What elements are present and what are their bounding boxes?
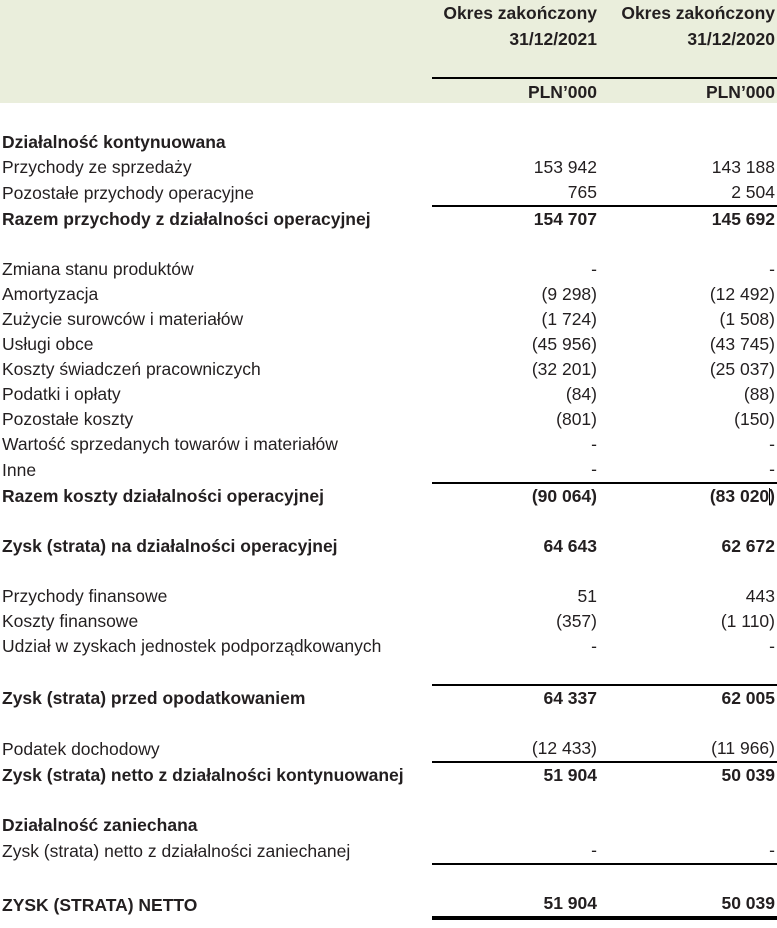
- table-row-share-of-profits: [0, 634, 777, 659]
- row-value-2020-text: (83 020): [709, 486, 775, 506]
- section-heading-continuing: [0, 130, 777, 155]
- spacer-row-after-income: [0, 232, 777, 257]
- spacer-label: [0, 711, 432, 736]
- row-value-2021: 51: [577, 586, 597, 606]
- table-row-taxes-and-fees: [0, 382, 777, 407]
- section-heading-discontinued-label: Działalność zaniechana: [2, 815, 198, 835]
- spacer-v1: [432, 711, 612, 736]
- column-2-title-line1: Okres zakończony: [621, 3, 775, 23]
- row-value-2020: [612, 483, 777, 509]
- row-value-2021: (801): [556, 409, 597, 429]
- row-label: Usługi obce: [2, 334, 94, 354]
- spacer-v1: [432, 659, 612, 685]
- spacer-label: [0, 509, 432, 534]
- row-label: Amortyzacja: [2, 284, 99, 304]
- spacer-v1: [432, 52, 612, 78]
- spacer-v2: [612, 105, 777, 130]
- row-value-2021: 153 942: [533, 157, 597, 177]
- row-value-2021: (45 956): [531, 334, 597, 354]
- table-row-change-in-products: [0, 257, 777, 282]
- column-header-row-line2: [0, 26, 777, 52]
- column-2-unit: PLN’000: [612, 78, 777, 105]
- header-empty-cell: [0, 0, 432, 26]
- column-1-title-line1: Okres zakończony: [443, 3, 597, 23]
- section-heading-discontinued-v1: [432, 813, 612, 838]
- spacer-v2: [612, 232, 777, 257]
- spacer-row-before-net-total: [0, 878, 777, 891]
- column-2-title-line2: 31/12/2020: [687, 29, 775, 49]
- table-row-net-profit-discontinued: [0, 838, 777, 864]
- row-label: Zysk (strata) netto z działalności zaniechanej: [2, 841, 351, 861]
- row-value-2021: 64 337: [432, 685, 612, 711]
- spacer-v2: [612, 659, 777, 685]
- table-row-employee-benefits: [0, 357, 777, 382]
- row-value-2020: 145 692: [612, 206, 777, 232]
- spacer-row-before-discontinued: [0, 788, 777, 813]
- column-1-title-line2: 31/12/2021: [509, 29, 597, 49]
- spacer-v2: [612, 788, 777, 813]
- spacer-label: [0, 232, 432, 257]
- rule-row-before-net-total: [0, 864, 777, 878]
- rule-cell-2021: [432, 864, 612, 878]
- row-value-2021: (90 064): [432, 483, 612, 509]
- row-label: Koszty świadczeń pracowniczych: [2, 359, 261, 379]
- spacer-label: [0, 105, 432, 130]
- spacer-v2: [612, 559, 777, 584]
- rule-cell-2020: [612, 864, 777, 878]
- spacer-label: [0, 878, 432, 891]
- row-value-2020: -: [769, 259, 775, 279]
- spacer-v1: [432, 788, 612, 813]
- spacer-row-after-operating-profit: [0, 559, 777, 584]
- row-value-2020: 50 039: [612, 891, 777, 918]
- section-heading-discontinued-v2: [612, 813, 777, 838]
- row-label: Razem przychody z działalności operacyjnej: [2, 209, 371, 229]
- row-value-2021: (9 298): [541, 284, 597, 304]
- table-row-external-services: [0, 332, 777, 357]
- row-label: Razem koszty działalności operacyjnej: [2, 486, 324, 506]
- header-empty-cell-2: [0, 26, 432, 52]
- spacer-v1: [432, 509, 612, 534]
- table-row-other-costs: [0, 407, 777, 432]
- spacer-row-after-costs: [0, 509, 777, 534]
- table-row-net-profit-continuing: [0, 762, 777, 788]
- row-value-2020: 2 504: [731, 182, 775, 202]
- spacer-v2: [612, 52, 777, 78]
- row-label: Podatek dochodowy: [2, 739, 160, 759]
- spacer-v1: [432, 105, 612, 130]
- table-row-financial-income: [0, 584, 777, 609]
- unit-empty-cell: [0, 78, 432, 105]
- spacer-v2: [612, 509, 777, 534]
- post-header-spacer-row: [0, 105, 777, 130]
- row-value-2021: -: [591, 434, 597, 454]
- column-1-unit: PLN’000: [432, 78, 612, 105]
- row-value-2021: -: [591, 636, 597, 656]
- row-value-2021: -: [591, 459, 597, 479]
- row-value-2020: -: [769, 636, 775, 656]
- table-row-total-operating-income: [0, 206, 777, 232]
- row-label: Koszty finansowe: [2, 611, 139, 631]
- table-row-other-operating-income: [0, 180, 777, 206]
- table-row-income-tax: [0, 736, 777, 762]
- row-value-2021: (12 433): [531, 738, 597, 758]
- row-label: Wartość sprzedanych towarów i materiałów: [2, 434, 338, 454]
- spacer-label: [0, 659, 432, 685]
- table-row-net-profit-total: [0, 891, 777, 918]
- row-value-2021: (84): [565, 384, 597, 404]
- row-value-2021: 154 707: [432, 206, 612, 232]
- spacer-v1: [432, 559, 612, 584]
- row-value-2021: -: [591, 840, 597, 860]
- row-value-2020: (43 745): [709, 334, 775, 354]
- row-value-2021: 765: [567, 182, 597, 202]
- row-value-2021: 51 904: [432, 762, 612, 788]
- row-value-2020: -: [769, 840, 775, 860]
- spacer-label: [0, 52, 432, 78]
- section-heading-continuing-v1: [432, 130, 612, 155]
- row-value-2020: (1 508): [719, 309, 775, 329]
- row-label: Przychody finansowe: [2, 586, 168, 606]
- row-value-2020: 50 039: [612, 762, 777, 788]
- table-row-other: [0, 457, 777, 483]
- row-label: Zysk (strata) netto z działalności kontynuowanej: [2, 765, 404, 785]
- row-value-2020: 143 188: [711, 157, 775, 177]
- table-row-amortization: [0, 282, 777, 307]
- row-value-2020: (88): [743, 384, 775, 404]
- spacer-v2: [612, 878, 777, 891]
- spacer-v1: [432, 232, 612, 257]
- row-value-2021: (32 201): [531, 359, 597, 379]
- section-heading-continuing-label: Działalność kontynuowana: [2, 132, 226, 152]
- row-label: ZYSK (STRATA) NETTO: [2, 895, 198, 915]
- row-label: Pozostałe koszty: [2, 409, 134, 429]
- spacer-label: [0, 559, 432, 584]
- section-heading-continuing-v2: [612, 130, 777, 155]
- row-value-2020: 62 672: [721, 536, 775, 556]
- closing-paren: ): [769, 486, 775, 506]
- row-label: Zmiana stanu produktów: [2, 259, 194, 279]
- table-row-total-operating-costs: [0, 483, 777, 509]
- spacer-row-after-pretax: [0, 711, 777, 736]
- row-label: Przychody ze sprzedaży: [2, 157, 192, 177]
- table-row-materials-used: [0, 307, 777, 332]
- row-value-2021: (1 724): [541, 309, 597, 329]
- table-row-financial-costs: [0, 609, 777, 634]
- row-value-2020: (1 110): [720, 611, 775, 631]
- column-header-row-line1: [0, 0, 777, 26]
- row-label: Zużycie surowców i materiałów: [2, 309, 244, 329]
- row-label: Podatki i opłaty: [2, 384, 121, 404]
- row-value-2020: (25 037): [709, 359, 775, 379]
- row-value-2021: 51 904: [432, 891, 612, 918]
- row-label: Udział w zyskach jednostek podporządkowanych: [2, 636, 382, 656]
- row-value-2021: -: [591, 259, 597, 279]
- row-value-2020: (12 492): [709, 284, 775, 304]
- row-label: Zysk (strata) przed opodatkowaniem: [2, 688, 306, 708]
- row-value-2020: (11 966): [711, 738, 775, 758]
- table-row-operating-profit: [0, 534, 777, 559]
- row-label: Inne: [2, 460, 37, 480]
- row-value-2020: -: [769, 459, 775, 479]
- spacer-v1: [432, 878, 612, 891]
- row-value-2020: -: [769, 434, 775, 454]
- row-value-2021: (357): [556, 611, 597, 631]
- spacer-v2: [612, 711, 777, 736]
- spacer-row-before-pretax: [0, 659, 777, 685]
- header-spacer-row: [0, 52, 777, 78]
- spacer-label: [0, 864, 432, 878]
- row-value-2021: 64 643: [543, 536, 597, 556]
- table-row-cost-of-goods-sold: [0, 432, 777, 457]
- row-label: Pozostałe przychody operacyjne: [2, 183, 254, 203]
- table-row-revenue-sales: [0, 155, 777, 180]
- table-row-profit-before-tax: [0, 685, 777, 711]
- currency-unit-row: [0, 78, 777, 105]
- spacer-label: [0, 788, 432, 813]
- section-heading-discontinued: [0, 813, 777, 838]
- row-value-2020: 443: [745, 586, 775, 606]
- row-label: Zysk (strata) na działalności operacyjnej: [2, 536, 338, 556]
- row-value-2020: 62 005: [612, 685, 777, 711]
- row-value-2020: (150): [734, 409, 775, 429]
